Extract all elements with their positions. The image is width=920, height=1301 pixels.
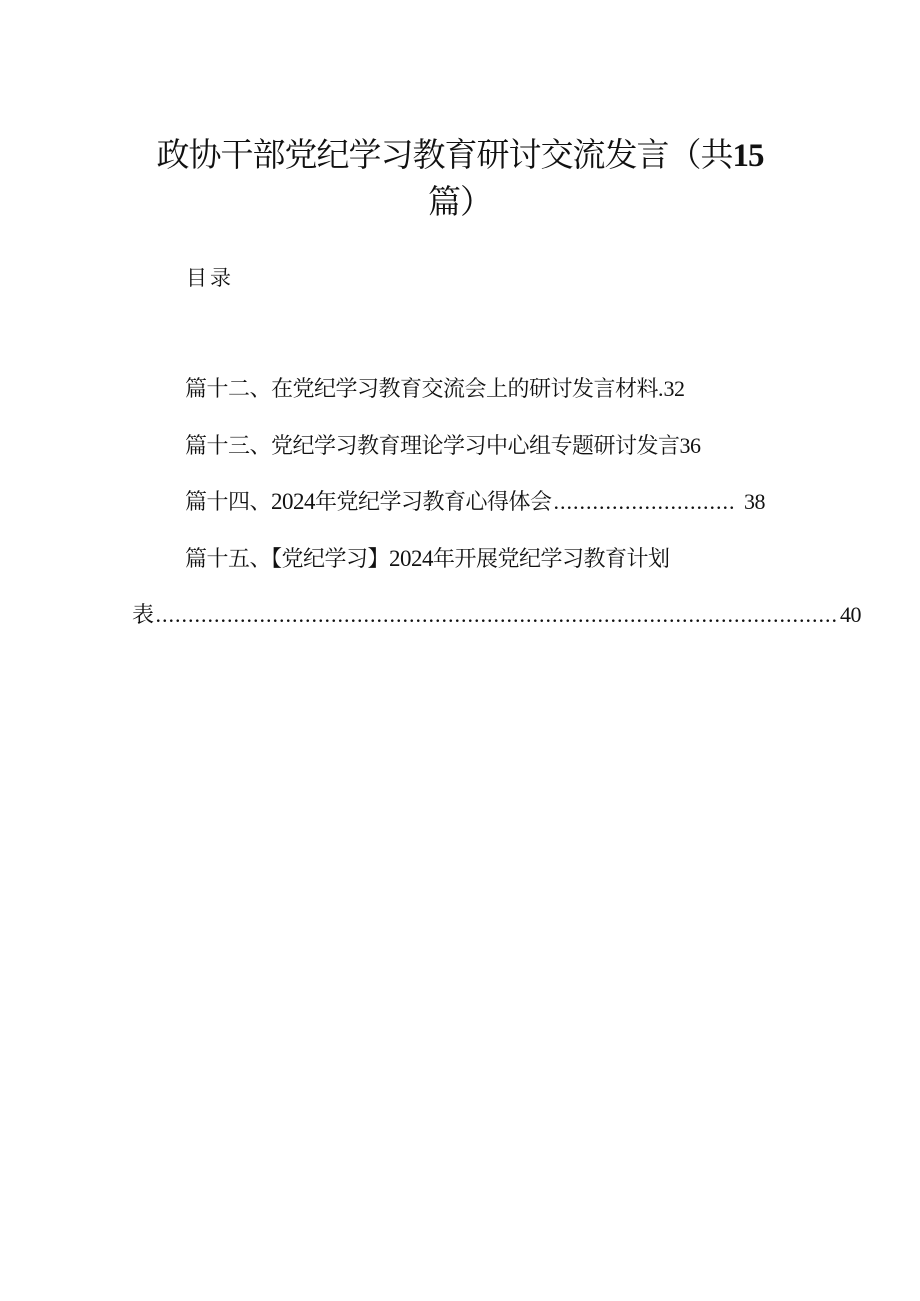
toc-heading: 目录 [186, 266, 234, 290]
toc-entry-page: 36 [679, 433, 701, 458]
toc-entry-year: 2024 [389, 546, 434, 571]
toc-entry-prefix: 篇十二、 [185, 377, 272, 402]
toc-entry-page: 38 [744, 489, 765, 514]
toc-entry-page: 40 [840, 602, 862, 627]
title-text-end: 篇） [428, 182, 492, 221]
toc-entry-text: 在党纪学习教育交流会上的研讨发言材料 [271, 377, 659, 402]
toc-entry-continuation[interactable] [132, 600, 862, 631]
title-text: 政协干部党纪学习教育研讨交流发言（共 [156, 135, 733, 174]
toc-entry[interactable] [185, 374, 685, 405]
toc-entry-prefix: 篇十三、 [185, 434, 272, 459]
toc-entry[interactable] [185, 487, 765, 518]
toc-entry-prefix: 篇十四、 [185, 490, 272, 515]
toc-entry-text: 党纪学习教育理论学习中心组专题研讨发言 [271, 434, 680, 459]
toc-entry-page: 32 [663, 376, 685, 401]
toc-entry-prefix: 篇十五、 [185, 547, 272, 572]
toc-entry-year: 2024 [271, 489, 316, 514]
toc-entry-text: 年党纪学习教育心得体会 [315, 490, 552, 515]
toc-entry-text-cont: 年开展党纪学习教育计划 [433, 547, 670, 572]
title-count: 15 [732, 138, 764, 174]
toc-entry-leader: ............................ [553, 489, 736, 514]
toc-entry-leader: . [658, 376, 664, 401]
toc-entry-text: 【党纪学习】 [271, 547, 390, 572]
toc-entry-leader: ......................................................................................................... [155, 602, 839, 627]
toc-entry[interactable] [185, 431, 701, 462]
document-title [140, 132, 780, 225]
toc-entry-text-end: 表 [132, 603, 154, 628]
toc-entry[interactable] [185, 544, 670, 575]
